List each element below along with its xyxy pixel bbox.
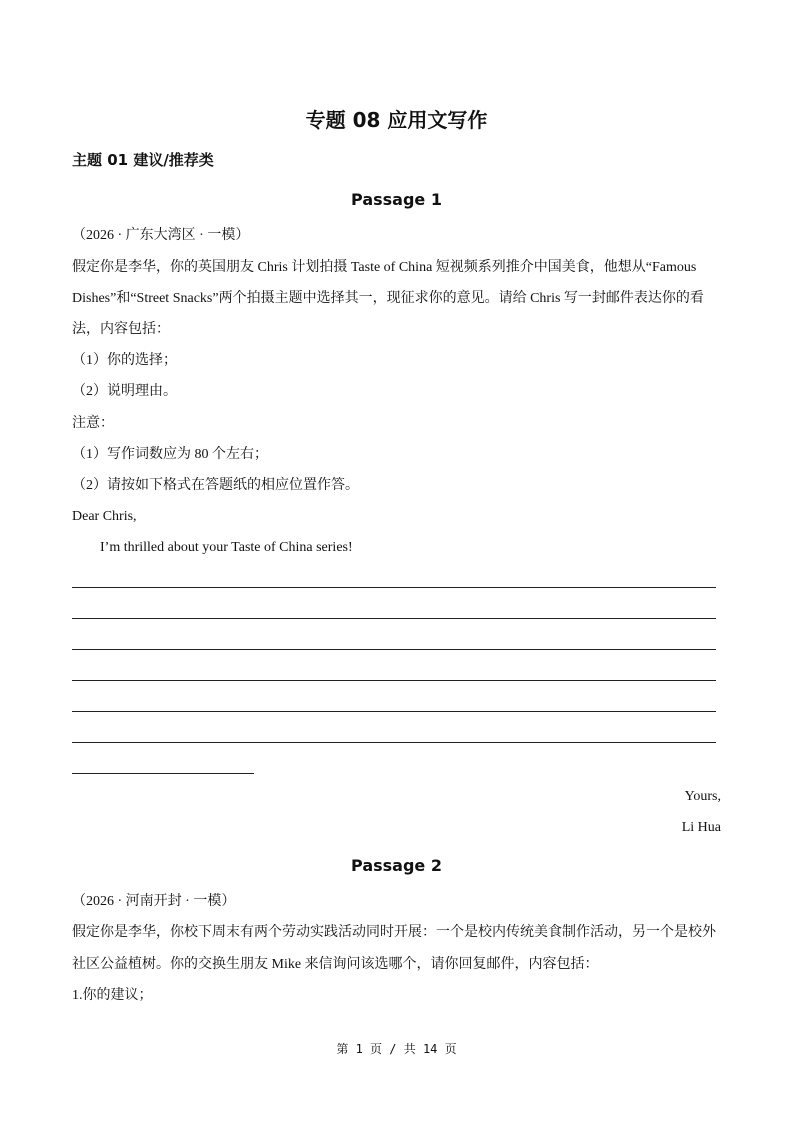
passage-1-text: （1）写作词数应为 80 个左右；: [72, 447, 268, 462]
answer-line: [72, 649, 716, 650]
answer-line: [72, 773, 254, 774]
letter-signature: Li Hua: [681, 820, 721, 835]
passage-2-text: 1.你的建议；: [72, 988, 153, 1003]
passage-2-text: 假定你是李华，你校下周末有两个劳动实践活动同时开展：一个是校内传统美食制作活动，另一个是校外: [72, 925, 716, 940]
answer-line: [72, 618, 716, 619]
passage-1-heading: Passage 1: [351, 190, 442, 209]
letter-closing: Yours,: [684, 789, 721, 804]
passage-1-source: （2026 · 广东大湾区 · 一模）: [72, 228, 250, 243]
letter-opening: I’m thrilled about your Taste of China series!: [100, 540, 353, 555]
passage-2-text: 社区公益植树。你的交换生朋友 Mike 来信询问该选哪个，请你回复邮件，内容包括：: [72, 957, 599, 972]
passage-1-text: （1）你的选择；: [72, 353, 177, 368]
answer-line: [72, 742, 716, 743]
passage-2-source: （2026 · 河南开封 · 一模）: [72, 894, 236, 909]
page-footer: 第 1 页 / 共 14 页: [336, 1042, 457, 1056]
topic-heading: 主题 01 建议/推荐类: [72, 151, 214, 169]
document-title: 专题 08 应用文写作: [305, 108, 488, 132]
answer-line: [72, 680, 716, 681]
passage-1-text: （2）说明理由。: [72, 384, 177, 399]
passage-1-text: Dishes”和“Street Snacks”两个拍摄主题中选择其一，现征求你的意见。请给 Chris 写一封邮件表达你的看: [72, 291, 704, 306]
passage-1-text: 法，内容包括：: [72, 322, 170, 337]
letter-salutation: Dear Chris,: [72, 509, 137, 524]
passage-1-text: （2）请按如下格式在答题纸的相应位置作答。: [72, 478, 359, 493]
passage-1-text: 注意：: [72, 416, 114, 431]
answer-line: [72, 711, 716, 712]
passage-1-text: 假定你是李华，你的英国朋友 Chris 计划拍摄 Taste of China 短视频系列推介中国美食，他想从“Famous: [72, 260, 697, 275]
answer-line: [72, 587, 716, 588]
passage-2-heading: Passage 2: [351, 856, 442, 875]
